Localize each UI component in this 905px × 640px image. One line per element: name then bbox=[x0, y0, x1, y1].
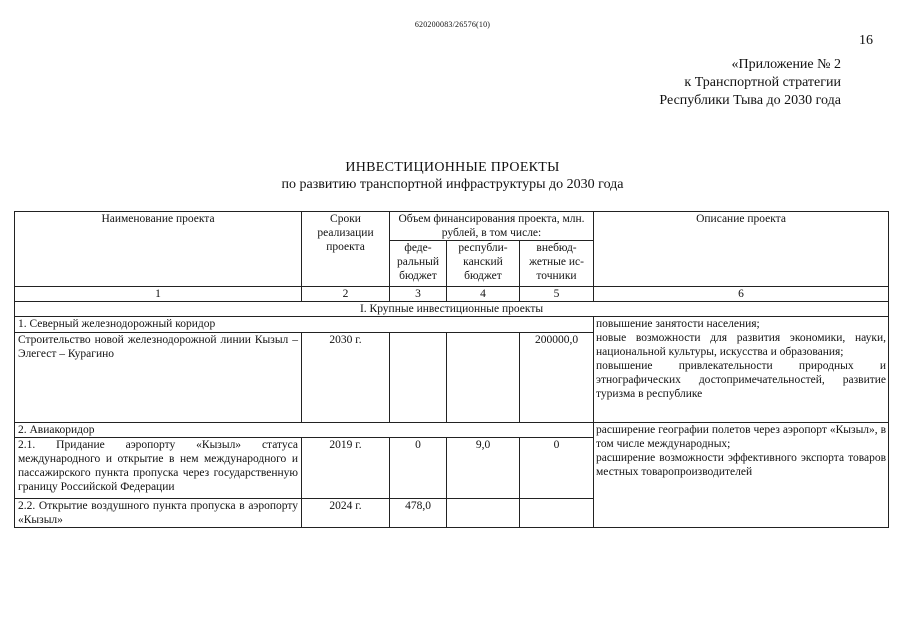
appendix-line: к Транспортной стратегии bbox=[684, 75, 841, 90]
column-number: 1 bbox=[15, 287, 302, 302]
description-line: повышение занятости населения; bbox=[596, 318, 760, 330]
header-project-name: Наименование проекта bbox=[15, 212, 302, 287]
header-description: Описание проекта bbox=[594, 212, 889, 287]
section-row bbox=[15, 302, 889, 317]
column-number: 5 bbox=[520, 287, 594, 302]
extra-budget-value: 0 bbox=[520, 438, 594, 499]
project-term: 2019 г. bbox=[302, 438, 390, 499]
header-row bbox=[15, 212, 889, 241]
header-funding: Объем финансирования проекта, млн. рублей, в том числе: bbox=[390, 212, 594, 241]
federal-budget-value: 478,0 bbox=[390, 499, 447, 528]
header-republic-budget: республи-канский бюджет bbox=[447, 241, 520, 287]
extra-budget-value bbox=[520, 499, 594, 528]
description-line: повышение привлекательности природных и этнографических достопримечательностей, развитие туризма в республике bbox=[596, 360, 887, 400]
republic-budget-value: 9,0 bbox=[447, 438, 520, 499]
project-name: Строительство новой железнодорожной линии Кызыл – Элегест – Курагино bbox=[15, 333, 302, 423]
header-term: Сроки реализации проекта bbox=[302, 212, 390, 287]
investment-projects-table bbox=[14, 211, 889, 528]
project-term: 2030 г. bbox=[302, 333, 390, 423]
group-row bbox=[15, 317, 889, 333]
project-description bbox=[594, 317, 889, 423]
appendix-line: «Приложение № 2 bbox=[731, 57, 841, 72]
appendix-block bbox=[659, 56, 841, 110]
document-subtitle: по развитию транспортной инфраструктуры до 2030 года bbox=[281, 177, 624, 192]
section-title: I. Крупные инвестиционные проекты bbox=[15, 302, 889, 317]
group-row bbox=[15, 423, 889, 438]
project-description bbox=[594, 423, 889, 528]
appendix-line: Республики Тыва до 2030 года bbox=[659, 93, 841, 108]
column-number: 4 bbox=[447, 287, 520, 302]
federal-budget-value: 0 bbox=[390, 438, 447, 499]
federal-budget-value bbox=[390, 333, 447, 423]
group-title: 2. Авиакоридор bbox=[15, 423, 594, 438]
document-id: 620200083/26576(10) bbox=[414, 20, 491, 29]
project-term: 2024 г. bbox=[302, 499, 390, 528]
document-title: ИНВЕСТИЦИОННЫЕ ПРОЕКТЫ bbox=[345, 160, 560, 175]
project-name: 2.1. Придание аэропорту «Кызыл» статуса международного и открытие в нем международного и пассажирского пункта пропуска через государственную границу Российской Федерации bbox=[15, 438, 302, 499]
column-number: 6 bbox=[594, 287, 889, 302]
group-title: 1. Северный железнодорожный коридор bbox=[15, 317, 594, 333]
republic-budget-value bbox=[447, 333, 520, 423]
description-line: расширение возможности эффективного экспорта товаров местных товаропроизводителей bbox=[596, 452, 887, 478]
description-line: расширение географии полетов через аэропорт «Кызыл», в том числе международных; bbox=[596, 424, 887, 450]
header-federal-budget: феде-ральный бюджет bbox=[390, 241, 447, 287]
document-heading bbox=[0, 159, 905, 193]
extra-budget-value: 200000,0 bbox=[520, 333, 594, 423]
republic-budget-value bbox=[447, 499, 520, 528]
page-number: 16 bbox=[859, 33, 873, 48]
column-numbers-row bbox=[15, 287, 889, 302]
project-name: 2.2. Открытие воздушного пункта пропуска в аэропорту «Кызыл» bbox=[15, 499, 302, 528]
description-line: новые возможности для развития экономики, науки, национальной культуры, искусства и образования; bbox=[596, 332, 887, 358]
column-number: 2 bbox=[302, 287, 390, 302]
header-extra-budget: внебюд-жетные ис-точники bbox=[520, 241, 594, 287]
column-number: 3 bbox=[390, 287, 447, 302]
